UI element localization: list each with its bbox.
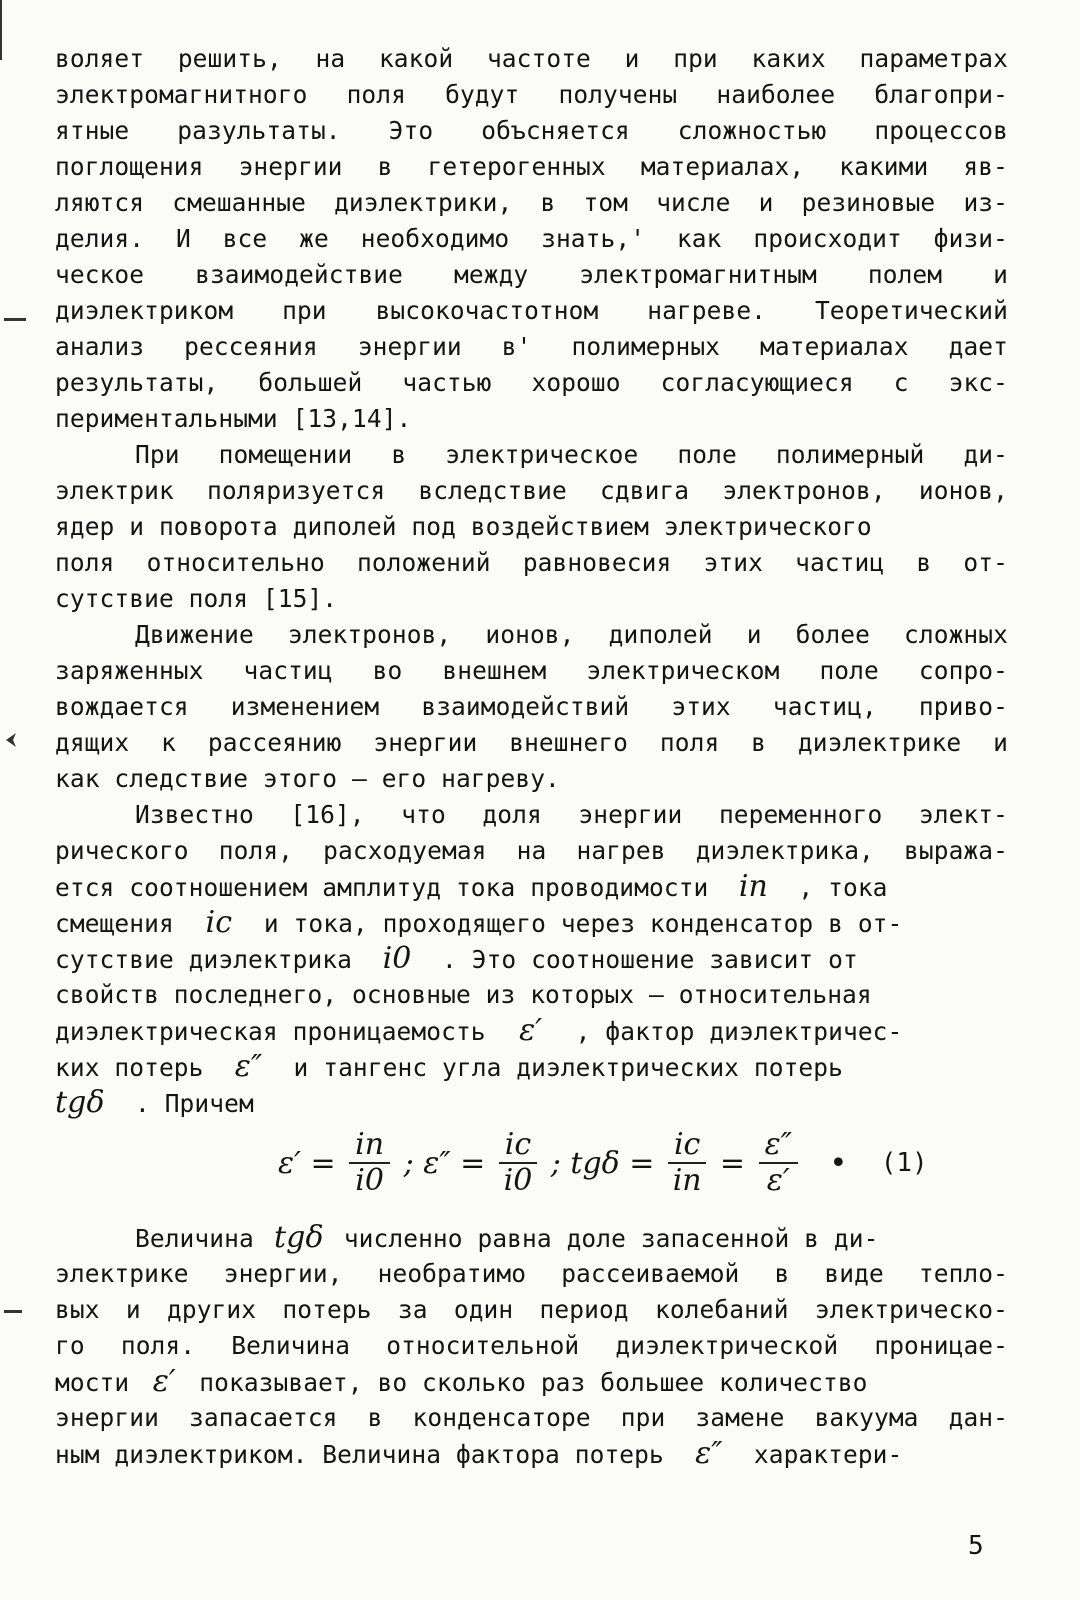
text-line: ляются смешанные диэлектрики, в том числе и резиновые из- — [55, 188, 1008, 217]
text-line: энергии запасается в конденсаторе при замене вакуума дан- — [55, 1403, 1008, 1432]
text-segment: . Причем — [135, 1089, 254, 1118]
symbol-eps-double-prime: ε″ — [234, 1049, 263, 1084]
text-line: делия. И все же необходимо знать,' как происходит физи- — [55, 224, 1008, 253]
margin-mark — [4, 318, 26, 321]
text-segment: Величина — [135, 1224, 254, 1253]
formula-equals: = — [719, 1145, 746, 1181]
text-line: воляет решить, на какой частоте и при каких параметрах — [55, 44, 1008, 73]
text-segment: и тока, проходящего через конденсатор в от- — [263, 909, 903, 938]
page-number: 5 — [968, 1531, 984, 1561]
formula-1 — [278, 1128, 958, 1198]
text-line: как следствие этого – его нагреву. — [55, 764, 560, 793]
text-line: ятные разультаты. Это объсняется сложностью процессов — [55, 116, 1008, 145]
text-line — [55, 941, 1008, 977]
text-segment: , тока — [798, 873, 888, 902]
fraction — [668, 1128, 706, 1198]
text-line: дящих к рассеянию энергии внешнего поля в диэлектрике и — [55, 728, 1008, 757]
fraction — [759, 1128, 798, 1198]
fraction-denominator: iп — [672, 1163, 702, 1198]
text-line — [55, 1364, 1008, 1400]
symbol-i-p: iп — [738, 869, 768, 904]
text-line: Известно [16], что доля энергии переменного элект- — [135, 800, 1008, 829]
text-segment: ным диэлектриком. Величина фактора потерь — [55, 1440, 664, 1469]
text-line: анализ рессеяния энергии в' полимерных материалах дает — [55, 332, 1008, 361]
fraction-numerator: iп — [349, 1128, 390, 1164]
symbol-eps-prime: ε′ — [152, 1364, 176, 1399]
text-line: Движение электронов, ионов, диполей и более сложных — [135, 620, 1008, 649]
formula-separator: ; — [550, 1145, 561, 1181]
fraction — [349, 1128, 390, 1198]
text-line: периментальными [13,14]. — [55, 404, 412, 433]
fraction — [499, 1128, 537, 1198]
formula-term: tgδ = — [570, 1145, 655, 1181]
text-line — [55, 869, 1008, 905]
text-line: При помещении в электрическое поле полимерный ди- — [135, 440, 1008, 469]
text-segment: характери- — [753, 1440, 903, 1469]
text-segment: мости — [55, 1368, 130, 1397]
text-line — [135, 1220, 1008, 1256]
text-segment: сутствие диэлектрика — [55, 945, 353, 974]
text-line: заряженных частиц во внешнем электрическом поле сопро- — [55, 656, 1008, 685]
text-line — [55, 1085, 1008, 1121]
text-segment: смещения — [55, 909, 174, 938]
text-line: электромагнитного поля будут получены наиболее благопри- — [55, 80, 1008, 109]
text-line: поля относительно положений равновесия этих частиц в от- — [55, 548, 1008, 577]
equation-number: (1) — [880, 1148, 928, 1178]
fraction-numerator: ε″ — [759, 1128, 798, 1164]
text-segment: и тангенс угла диэлектрических потерь — [293, 1053, 843, 1082]
scan-edge-mark — [0, 0, 2, 60]
formula-term: ε″ = — [423, 1145, 486, 1181]
text-segment: показывает, во сколько раз большее количество — [199, 1368, 868, 1397]
text-line — [55, 1049, 1008, 1085]
fraction-denominator: ε′ — [766, 1163, 790, 1198]
text-line: поглощения энергии в гетерогенных материалах, какими яв- — [55, 152, 1008, 181]
fraction-numerator: ic — [668, 1128, 706, 1164]
text-line: сутствие поля [15]. — [55, 584, 338, 613]
text-segment: , фактор диэлектричес- — [575, 1017, 903, 1046]
formula-term: ε′ = — [278, 1145, 336, 1181]
text-segment: численно равна доле запасенной в ди- — [343, 1224, 879, 1253]
text-line: рического поля, расходуемая на нагрев диэлектрика, выража- — [55, 836, 1008, 865]
symbol-i-c: ic — [205, 905, 233, 940]
symbol-eps-prime: ε′ — [519, 1013, 543, 1048]
formula-separator: ; — [403, 1145, 414, 1181]
text-line: вых и других потерь за один период колебаний электрическо- — [55, 1295, 1008, 1324]
text-line: электрике энергии, необратимо рассеиваемой в виде тепло- — [55, 1259, 1008, 1288]
symbol-tg-delta: tgδ — [274, 1220, 324, 1255]
text-line: ядер и поворота диполей под воздействием электрического — [55, 512, 872, 541]
text-line: результаты, большей частью хорошо согласующиеся с экс- — [55, 368, 1008, 397]
text-segment: диэлектрическая проницаемость — [55, 1017, 486, 1046]
symbol-eps-double-prime: ε″ — [695, 1436, 723, 1471]
text-segment: ется соотношением амплитуд тока проводимости — [55, 873, 709, 902]
fraction-denominator: i0 — [355, 1163, 384, 1198]
text-line: го поля. Величина относительной диэлектрической проницае- — [55, 1331, 1008, 1360]
text-segment: . Это соотношение зависит от — [442, 945, 858, 974]
text-line — [55, 905, 1008, 941]
margin-mark — [6, 733, 16, 747]
text-line: диэлектриком при высокочастотном нагреве. Теоретический — [55, 296, 1008, 325]
symbol-i-0: i0 — [382, 941, 412, 976]
text-segment: ких потерь — [55, 1053, 204, 1082]
text-line: свойств последнего, основные из которых – относительная — [55, 980, 872, 1009]
text-line: ческое взаимодействие между электромагнитным полем и — [55, 260, 1008, 289]
text-line: вождается изменением взаимодействий этих частиц, приво- — [55, 692, 1008, 721]
fraction-denominator: i0 — [503, 1163, 533, 1198]
margin-mark — [4, 1310, 22, 1329]
fraction-numerator: ic — [499, 1128, 537, 1164]
text-line — [55, 1013, 1008, 1049]
symbol-tg-delta: tgδ — [55, 1085, 105, 1120]
formula-dot: • — [829, 1145, 848, 1181]
text-line — [55, 1436, 1008, 1472]
text-line: электрик поляризуется вследствие сдвига электронов, ионов, — [55, 476, 1008, 505]
